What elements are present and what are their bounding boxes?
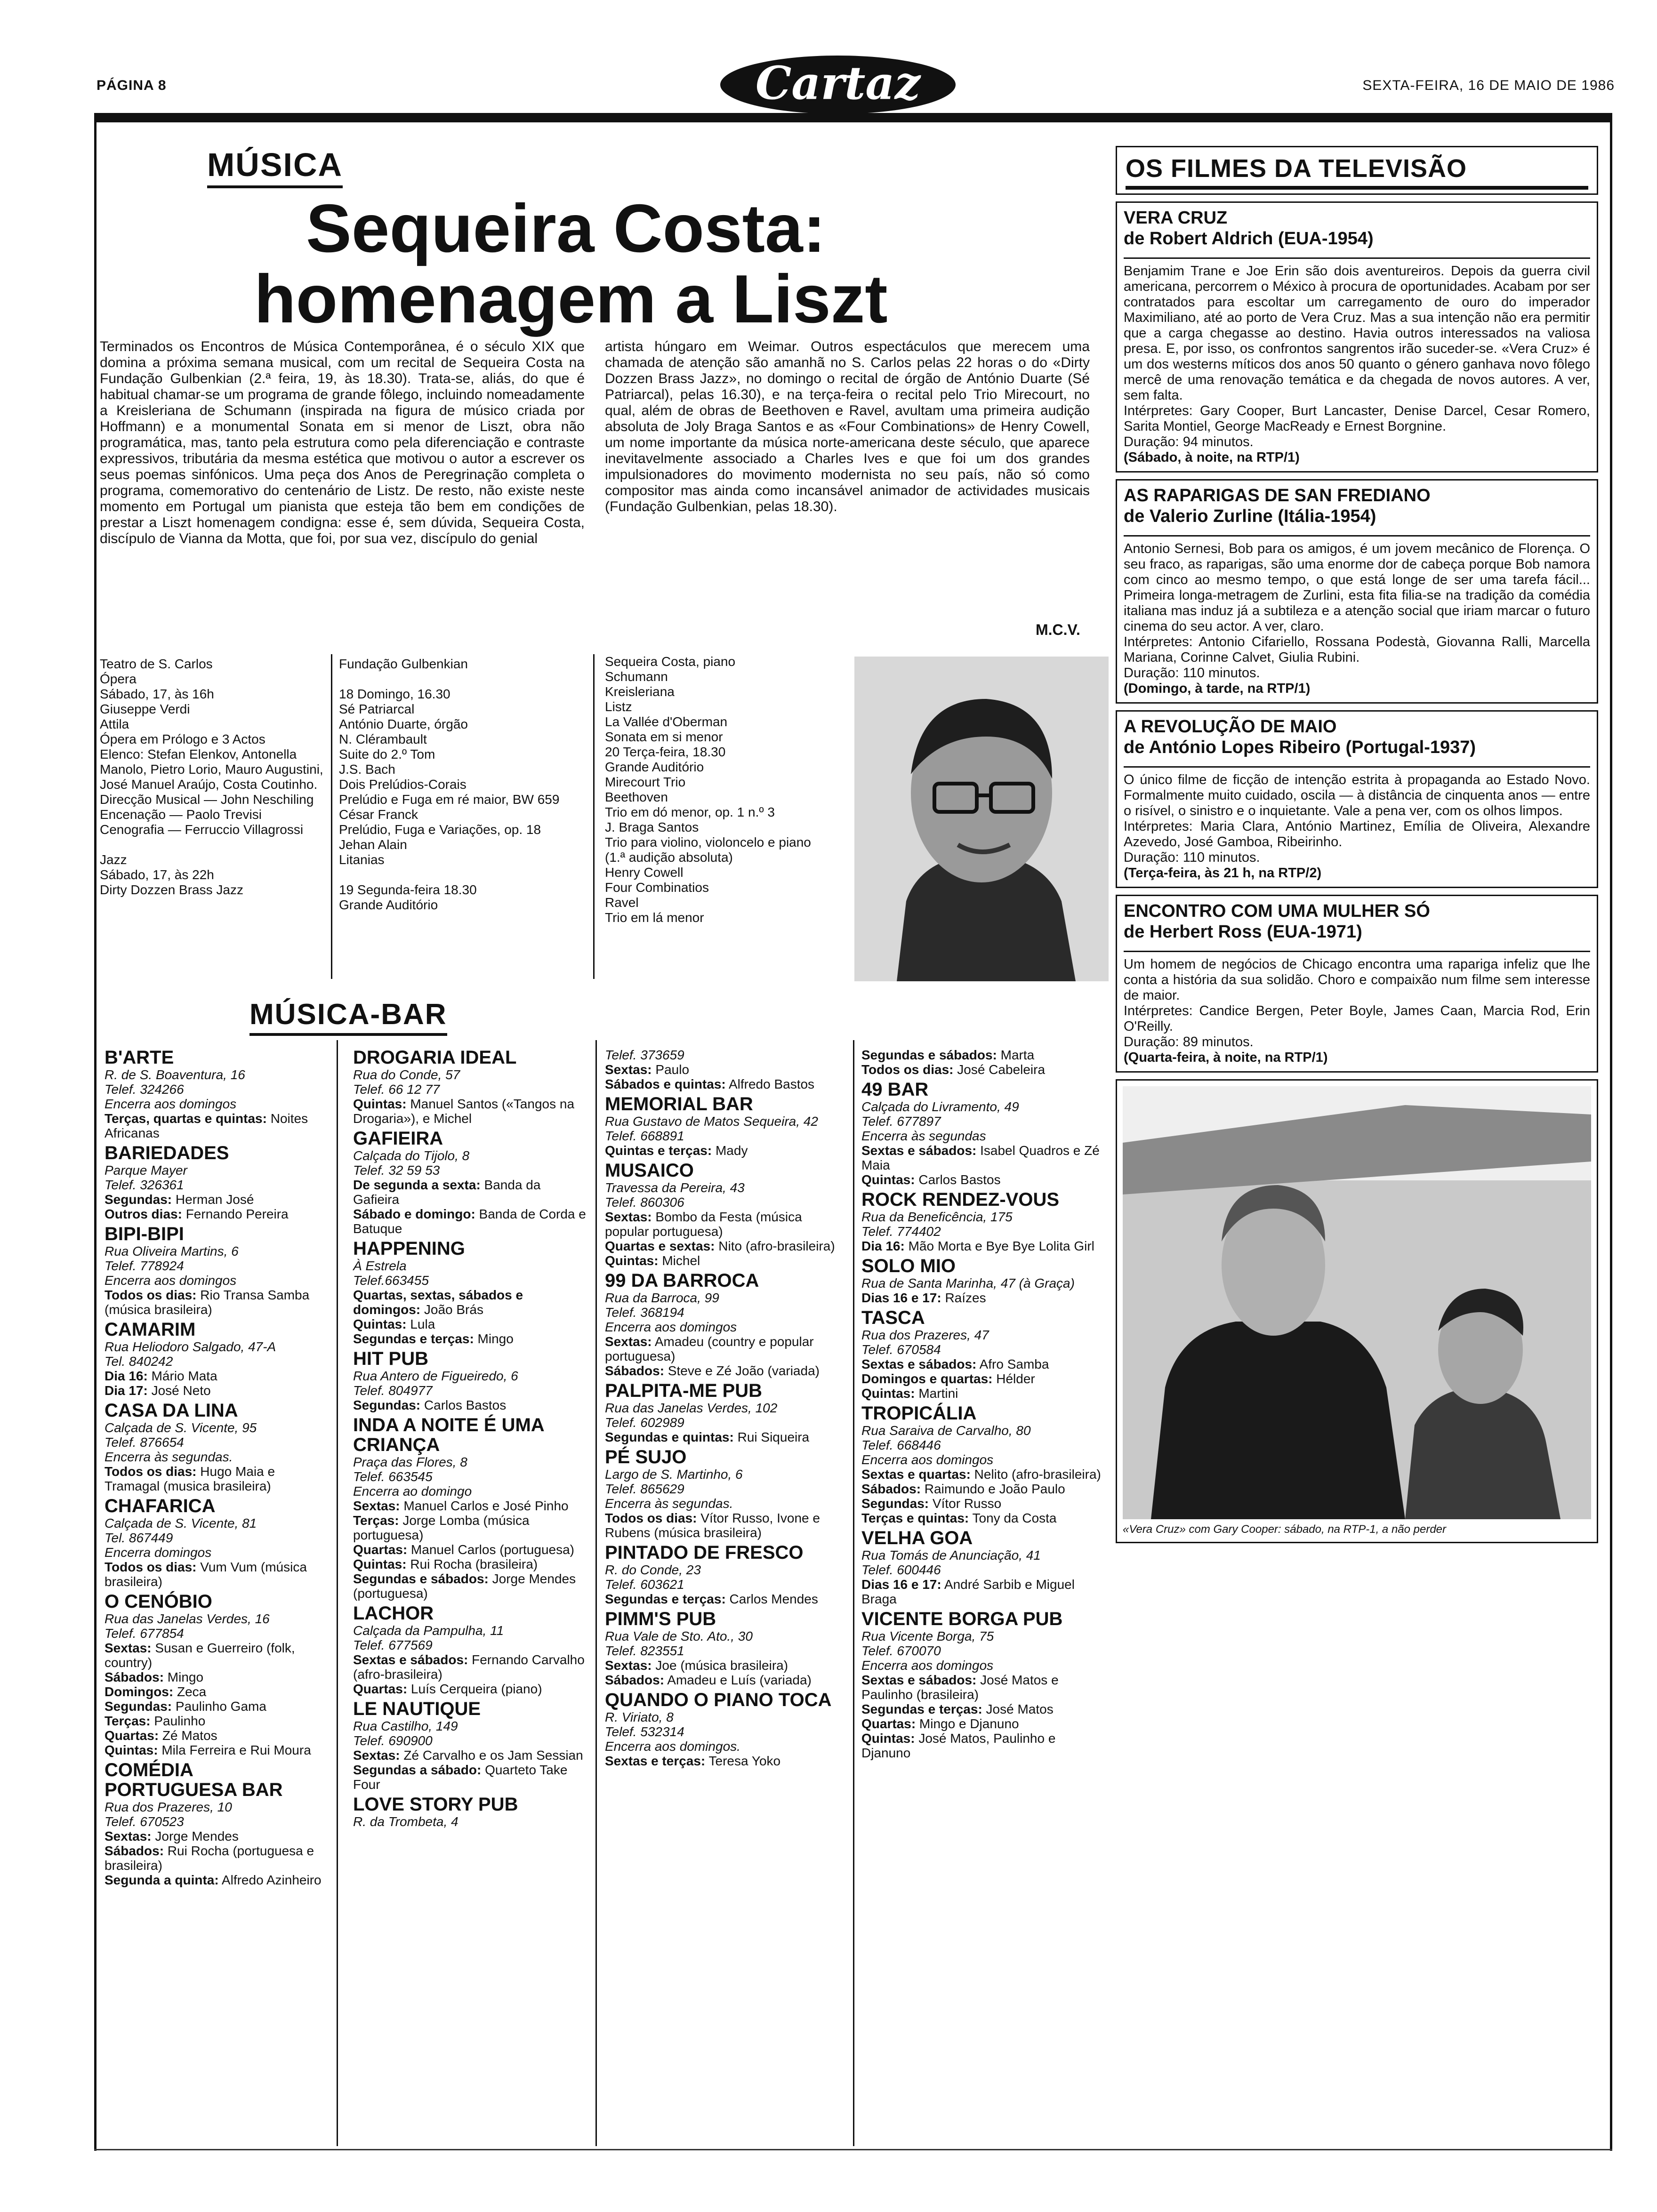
venue-phone: Telef. 668891 xyxy=(605,1129,684,1143)
col-rule xyxy=(595,1040,597,2146)
frame-bottom xyxy=(94,2149,1612,2150)
venue-schedule-line: Quintas: Manuel Santos («Tangos na Drogaria»), e Michel xyxy=(353,1097,575,1126)
venue-schedule-line: Quartas: Zé Matos xyxy=(105,1728,217,1743)
film-rule xyxy=(1124,535,1590,537)
article-signature: M.C.V. xyxy=(1036,621,1080,638)
venue-address: Rua Castilho, 149 xyxy=(353,1719,458,1733)
venue-listing xyxy=(605,1381,845,1444)
venue-phone: Telef. 865629 xyxy=(605,1482,684,1496)
venue-phone: Telef. 663545 xyxy=(353,1469,433,1484)
venue-address: Rua Tomás de Anunciação, 41 xyxy=(861,1548,1041,1563)
venue-schedule-line: Sábados: Amadeu e Luís (variada) xyxy=(605,1673,812,1687)
venue-listing xyxy=(105,1592,328,1757)
film-cast: Intérpretes: Gary Cooper, Burt Lancaster, Denise Darcel, Cesar Romero, Sarita Montiel, George MacReady e Ernest Borgnine. xyxy=(1124,403,1590,434)
film-title: VERA CRUZ xyxy=(1124,208,1228,228)
venue-address: Rua Gustavo de Matos Sequeira, 42 xyxy=(605,1114,818,1129)
venue-name: 49 BAR xyxy=(861,1079,929,1100)
venue-schedule-line: Quintas: Martini xyxy=(861,1386,958,1401)
article-title-line1: Sequeira Costa: xyxy=(306,190,826,266)
film-director: de Robert Aldrich (EUA-1954) xyxy=(1124,229,1374,248)
venue-schedule-line: Dia 17: José Neto xyxy=(105,1383,211,1398)
film-cast: Intérpretes: Antonio Cifariello, Rossana Podestà, Giovanna Ralli, Marcella Mariana, Corinne Calvet, Giulia Rubini. xyxy=(1124,634,1590,665)
venue-schedule-line: Terças, quartas e quintas: Noites Africanas xyxy=(105,1111,308,1140)
venue-phone: Telef. 324266 xyxy=(105,1082,184,1097)
venue-schedule-line: Domingos e quartas: Hélder xyxy=(861,1371,1035,1386)
venue-name: MEMORIAL BAR xyxy=(605,1094,753,1114)
venue-schedule-line: Encerra às segundas. xyxy=(605,1496,733,1511)
venue-schedule-line: Sextas e quartas: Nelito (afro-brasileira) xyxy=(861,1467,1101,1482)
venue-schedule-line: Todos os dias: Rio Transa Samba (música brasileira) xyxy=(105,1288,310,1317)
venue-listing xyxy=(861,1256,1106,1305)
venue-phone: Telef.663455 xyxy=(353,1273,429,1288)
venue-listing xyxy=(861,1080,1106,1187)
venue-name: MUSAICO xyxy=(605,1160,694,1181)
venue-schedule-line: Encerra aos domingos xyxy=(861,1658,994,1673)
venue-phone: Tel. 840242 xyxy=(105,1354,173,1369)
venue-schedule-line: Segundas e terças: Carlos Mendes xyxy=(605,1592,818,1606)
venue-phone: Telef. 670584 xyxy=(861,1342,941,1357)
venue-schedule-line: Quartas, sextas, sábados e domingos: João Brás xyxy=(353,1288,523,1317)
venue-phone: Telef. 876654 xyxy=(105,1435,184,1450)
film-schedule: (Domingo, à tarde, na RTP/1) xyxy=(1124,681,1311,696)
venue-address: Calçada da Pampulha, 11 xyxy=(353,1623,504,1638)
venue-listing xyxy=(605,1690,845,1768)
venue-schedule-line: De segunda a sexta: Banda da Gafieira xyxy=(353,1178,541,1207)
venue-name: COMÉDIA PORTUGUESA BAR xyxy=(105,1760,283,1800)
venue-name: PIMM'S PUB xyxy=(605,1609,716,1629)
venue-address: Rua Heliodoro Salgado, 47-A xyxy=(105,1339,276,1354)
venue-schedule-line: Sextas e terças: Teresa Yoko xyxy=(605,1754,781,1768)
film-director: de Valerio Zurline (Itália-1954) xyxy=(1124,506,1376,526)
venue-name: CAMARIM xyxy=(105,1319,196,1340)
venue-schedule-line: Outros dias: Fernando Pereira xyxy=(105,1207,289,1221)
venue-phone: Telef. 532314 xyxy=(605,1724,684,1739)
film-entry xyxy=(1116,479,1598,704)
venue-schedule-line: Segunda a quinta: Alfredo Azinheiro xyxy=(105,1873,322,1887)
venue-schedule-line: Encerra às segundas. xyxy=(105,1450,233,1464)
logo-text: Cartaz xyxy=(755,56,921,110)
venue-name: 99 DA BARROCA xyxy=(605,1270,759,1291)
film-synopsis: Antonio Sernesi, Bob para os amigos, é um jovem mecânico de Florença. O seu fraco, as raparigas, são uma enorme dor de cabeça porque Bob namora com cinco ao mesmo tempo, o que está longe de ser uma tarefa fácil... Primeira longa-metragem de Zurlini, esta fita filia-se na tradição da comédia italiana mas induz já a subtileza e a atenção social que iriam marcar o futuro cinema do seu actor. A ver, claro. xyxy=(1124,541,1590,634)
venue-schedule-line: Sextas e sábados: José Matos e Paulinho (brasileira) xyxy=(861,1673,1059,1702)
venue-name: GAFIEIRA xyxy=(353,1128,443,1149)
venue-name: CHAFARICA xyxy=(105,1496,216,1516)
venue-schedule-line: Segundas e sábados: Marta xyxy=(861,1048,1035,1062)
venue-schedule-line: Encerra aos domingos xyxy=(105,1097,237,1111)
venue-schedule-line: Sábados e quintas: Alfredo Bastos xyxy=(605,1077,815,1091)
venue-address: Rua da Barroca, 99 xyxy=(605,1290,719,1305)
venue-listing xyxy=(353,1129,588,1236)
venue-name: BARIEDADES xyxy=(105,1143,229,1163)
venue-listing xyxy=(861,1308,1106,1401)
venue-address: Rua do Conde, 57 xyxy=(353,1067,460,1082)
venue-schedule-line: Sábado e domingo: Banda de Corda e Batuque xyxy=(353,1207,586,1236)
article-column-2: artista húngaro em Weimar. Outros espectáculos que merecem uma chamada de atenção são amanhã no S. Carlos pelas 22 horas o do «Dirty Dozzen Brass Jazz», no domingo o recital de órgão de António Duarte (Sé Patriarcal), pelas 16.30), e na terça-feira o recital pelo Trio Mirecourt, no qual, além de obras de Beethoven e Ravel, avultam uma primeira audição absoluta de Joly Braga Santos e as «Four Combinations» de Henry Cowell, um nome importante da música norte-americana deste século, que aparece inevitavelmente associado a Charles Ives e que foi um dos grandes impulsionadores do movimento modernista no seu país, não só como compositor mas ainda como incansável animador de actividades musicais (Fundação Gulbenkian, pelas 18.30). xyxy=(605,339,1090,514)
film-title: AS RAPARIGAS DE SAN FREDIANO xyxy=(1124,486,1431,505)
venue-address: Calçada do Tijolo, 8 xyxy=(353,1148,470,1163)
film-duration: Duração: 94 minutos. xyxy=(1124,434,1254,449)
venue-address: Travessa da Pereira, 43 xyxy=(605,1180,745,1195)
venue-phone: Telef. 677569 xyxy=(353,1638,433,1652)
venue-schedule-line: Quartas: Manuel Carlos (portuguesa) xyxy=(353,1542,574,1557)
film-duration: Duração: 110 minutos. xyxy=(1124,850,1260,865)
musica-bar-column-3 xyxy=(605,1045,845,1768)
film-duration: Duração: 89 minutos. xyxy=(1124,1034,1254,1050)
venue-address: Rua Saraiva de Carvalho, 80 xyxy=(861,1423,1031,1438)
venue-name: ROCK RENDEZ-VOUS xyxy=(861,1189,1060,1210)
venue-schedule-line: Quintas: José Matos, Paulinho e Djanuno xyxy=(861,1731,1056,1760)
cartaz-logo xyxy=(716,28,960,118)
film-rule xyxy=(1124,951,1590,952)
venue-listing xyxy=(861,1190,1106,1253)
venue-listing xyxy=(353,1048,588,1126)
venue-schedule-line: Encerra aos domingos xyxy=(105,1273,237,1288)
film-director: de Herbert Ross (EUA-1971) xyxy=(1124,922,1362,942)
venue-phone: Telef. 668446 xyxy=(861,1438,941,1452)
film-title: A REVOLUÇÃO DE MAIO xyxy=(1124,717,1337,737)
venue-listing xyxy=(605,1094,845,1158)
venue-schedule-line: Sextas: Bombo da Festa (música popular portuguesa) xyxy=(605,1210,802,1239)
venue-schedule-line: Sextas: Joe (música brasileira) xyxy=(605,1658,788,1673)
vera-cruz-photo xyxy=(1123,1086,1591,1519)
venue-listing xyxy=(353,1349,588,1412)
venue-address: R. do Conde, 23 xyxy=(605,1563,701,1577)
film-still-box xyxy=(1116,1079,1598,1543)
venue-address: Rua Vicente Borga, 75 xyxy=(861,1629,994,1643)
page-number: PÁGINA 8 xyxy=(97,78,167,93)
venue-schedule-line: Sextas: Paulo xyxy=(605,1062,690,1077)
venue-name: DROGARIA IDEAL xyxy=(353,1047,517,1068)
sequeira-costa-photo xyxy=(854,657,1109,981)
venue-schedule-line: Terças: Paulinho xyxy=(105,1714,206,1728)
venue-name: HIT PUB xyxy=(353,1348,428,1369)
film-cast: Intérpretes: Candice Bergen, Peter Boyle, James Caan, Marcia Rod, Erin O'Reilly. xyxy=(1124,1003,1590,1034)
venue-schedule-line: Encerra aos domingos xyxy=(605,1320,737,1334)
venue-name: TASCA xyxy=(861,1307,925,1328)
venue-listing xyxy=(861,1609,1106,1760)
issue-date: SEXTA-FEIRA, 16 DE MAIO DE 1986 xyxy=(1362,78,1615,93)
venue-schedule-line: Quintas: Lula xyxy=(353,1317,435,1331)
venue-address: Rua dos Prazeres, 10 xyxy=(105,1800,232,1814)
venue-schedule-line: Quintas: Michel xyxy=(605,1253,700,1268)
venue-address: À Estrela xyxy=(353,1258,407,1273)
venue-listing xyxy=(105,1401,328,1493)
venue-listing xyxy=(105,1320,328,1398)
venue-schedule-line: Quartas: Luís Cerqueira (piano) xyxy=(353,1682,542,1696)
venue-schedule-line: Segundas e terças: José Matos xyxy=(861,1702,1054,1716)
venue-listing xyxy=(105,1224,328,1317)
venue-name: PÉ SUJO xyxy=(605,1447,687,1467)
venue-address: Praça das Flores, 8 xyxy=(353,1455,467,1469)
venue-schedule-line: Segundas a sábado: Quarteto Take Four xyxy=(353,1763,568,1792)
venue-schedule-line: Segundas: Carlos Bastos xyxy=(353,1398,507,1412)
venue-address: Largo de S. Martinho, 6 xyxy=(605,1467,743,1482)
photo-caption: «Vera Cruz» com Gary Cooper: sábado, na RTP-1, a não perder xyxy=(1123,1523,1447,1536)
venue-schedule-line: Sextas: Amadeu (country e popular portuguesa) xyxy=(605,1334,814,1363)
venue-phone: Telef. 677854 xyxy=(105,1626,184,1641)
venue-listing xyxy=(605,1048,845,1091)
venue-listing xyxy=(861,1048,1106,1077)
venue-schedule-line: Sextas e sábados: Afro Samba xyxy=(861,1357,1049,1371)
musica-bar-column-1 xyxy=(105,1045,328,1887)
venue-schedule-line: Sextas: Zé Carvalho e os Jam Sessian xyxy=(353,1748,583,1763)
venue-schedule-line: Sextas: Jorge Mendes xyxy=(105,1829,239,1843)
venue-address: Rua das Janelas Verdes, 16 xyxy=(105,1611,270,1626)
venue-phone: Telef. 774402 xyxy=(861,1224,941,1239)
venue-schedule-line: Segundas e sábados: Jorge Mendes (portuguesa) xyxy=(353,1571,576,1601)
venue-name: PINTADO DE FRESCO xyxy=(605,1542,804,1563)
listing-recital: Sequeira Costa, piano Schumann Kreisleriana Listz La Vallée d'Oberman Sonata em si menor 20 Terça-feira, 18.30 Grande Auditório Mirecourt Trio Beethoven Trio em dó menor, op. 1 n.º 3 J. Braga Santos Trio para violino, violoncelo e piano (1.ª audição absoluta) Henry Cowell Four Combinatios Ravel Trio em lá menor xyxy=(605,654,811,925)
film-schedule: (Quarta-feira, à noite, na RTP/1) xyxy=(1124,1050,1328,1065)
venue-schedule-line: Encerra domingos xyxy=(105,1545,212,1560)
venue-schedule-line: Sábados: Steve e Zé João (variada) xyxy=(605,1363,820,1378)
venue-name: TROPICÁLIA xyxy=(861,1403,977,1424)
venue-schedule-line: Segundas: Paulinho Gama xyxy=(105,1699,266,1714)
venue-listing xyxy=(605,1447,845,1540)
venue-schedule-line: Todos os dias: Vum Vum (música brasileira) xyxy=(105,1560,307,1589)
venue-address: Rua dos Prazeres, 47 xyxy=(861,1328,989,1342)
venue-phone: Telef. 804977 xyxy=(353,1383,433,1398)
venue-schedule-line: Todos os dias: Vítor Russo, Ivone e Rubens (música brasileira) xyxy=(605,1511,820,1540)
venue-schedule-line: Dias 16 e 17: André Sarbib e Miguel Braga xyxy=(861,1577,1075,1606)
venue-address: Calçada de S. Vicente, 81 xyxy=(105,1516,257,1531)
venue-address: Rua das Janelas Verdes, 102 xyxy=(605,1401,778,1415)
film-title: ENCONTRO COM UMA MULHER SÓ xyxy=(1124,901,1430,921)
venue-phone: Telef. 600446 xyxy=(861,1563,941,1577)
venue-schedule-line: Todos os dias: José Cabeleira xyxy=(861,1062,1046,1077)
venue-schedule-line: Sábados: Rui Rocha (portuguesa e brasileira) xyxy=(105,1843,314,1873)
film-cast: Intérpretes: Maria Clara, António Martinez, Emília de Oliveira, Alexandre Azevedo, José Gamboa, Ribeirinho. xyxy=(1124,819,1590,850)
venue-name: LACHOR xyxy=(353,1603,434,1624)
venue-schedule-line: Todos os dias: Hugo Maia e Tramagal (musica brasileira) xyxy=(105,1464,275,1493)
venue-listing xyxy=(605,1609,845,1687)
venue-listing xyxy=(105,1760,328,1887)
venue-listing xyxy=(353,1699,588,1792)
venue-phone: Tel. 867449 xyxy=(105,1531,173,1545)
venue-schedule-line: Dia 16: Mário Mata xyxy=(105,1369,217,1383)
venue-schedule-line: Sextas: Manuel Carlos e José Pinho xyxy=(353,1499,569,1513)
col-rule xyxy=(853,1040,854,2146)
film-duration: Duração: 110 minutos. xyxy=(1124,665,1260,681)
venue-address: R. da Trombeta, 4 xyxy=(353,1814,458,1829)
film-schedule: (Terça-feira, às 21 h, na RTP/2) xyxy=(1124,866,1322,881)
venue-name: VICENTE BORGA PUB xyxy=(861,1609,1063,1629)
venue-schedule-line: Dia 16: Mão Morta e Bye Bye Lolita Girl xyxy=(861,1239,1094,1253)
venue-phone: Telef. 66 12 77 xyxy=(353,1082,440,1097)
venue-address: R. Viriato, 8 xyxy=(605,1710,674,1724)
venue-phone: Telef. 778924 xyxy=(105,1258,184,1273)
venue-schedule-line: Segundas e terças: Mingo xyxy=(353,1331,514,1346)
tv-films-column xyxy=(1116,146,1598,1543)
col-rule xyxy=(331,654,332,979)
top-rule xyxy=(94,113,1612,122)
venue-schedule-line: Quartas: Mingo e Djanuno xyxy=(861,1716,1019,1731)
listing-sao-carlos: Teatro de S. Carlos Ópera Sábado, 17, às 16h Giuseppe Verdi Attila Ópera em Prólogo e 3 Actos Elenco: Stefan Elenkov, Antonella Manolo, Pietro Lorio, Mauro Augustini, José Manuel Araújo, Costa Coutinho. Direcção Musical — John Neschiling Encenação — Paolo Trevisi Cenografia — Ferruccio Villagrossi Jazz Sábado, 17, às 22h Dirty Dozzen Brass Jazz xyxy=(100,657,323,897)
frame-right xyxy=(1610,122,1612,2151)
section-musica: MÚSICA xyxy=(207,146,343,188)
venue-schedule-line: Sextas: Susan e Guerreiro (folk, country) xyxy=(105,1641,295,1670)
section-musica-bar: MÚSICA-BAR xyxy=(249,998,447,1036)
venue-listing xyxy=(861,1403,1106,1525)
venue-phone: Telef. 32 59 53 xyxy=(353,1163,440,1178)
musica-bar-column-4 xyxy=(861,1045,1106,1760)
venue-schedule-line: Sextas e sábados: Fernando Carvalho (afro-brasileira) xyxy=(353,1652,585,1682)
venue-schedule-line: Encerra aos domingos xyxy=(861,1452,994,1467)
col-rule xyxy=(337,1040,338,2146)
venue-name: INDA A NOITE É UMA CRIANÇA xyxy=(353,1415,544,1455)
venue-schedule-line: Dias 16 e 17: Raízes xyxy=(861,1290,986,1305)
venue-address: Rua Oliveira Martins, 6 xyxy=(105,1244,239,1258)
film-schedule: (Sábado, à noite, na RTP/1) xyxy=(1124,450,1300,465)
venue-schedule-line: Quartas e sextas: Nito (afro-brasileira) xyxy=(605,1239,835,1253)
film-rule xyxy=(1124,257,1590,259)
venue-schedule-line: Quintas: Mila Ferreira e Rui Moura xyxy=(105,1743,311,1757)
musica-bar-column-2 xyxy=(353,1045,588,1829)
venue-listing xyxy=(353,1239,588,1346)
venue-name: BIPI-BIPI xyxy=(105,1224,184,1244)
venue-name: HAPPENING xyxy=(353,1238,465,1259)
venue-name: LE NAUTIQUE xyxy=(353,1699,481,1719)
venue-schedule-line: Terças e quintas: Tony da Costa xyxy=(861,1511,1057,1525)
venue-name: SOLO MIO xyxy=(861,1256,956,1276)
venue-name: CASA DA LINA xyxy=(105,1400,238,1421)
film-synopsis: O único filme de ficção de intenção estrita à propaganda ao Estado Novo. Formalmente muito cuidado, oscila — à distância de cinquenta anos — entre o risível, o sinistro e o inquietante. Vale a pena ver, com os olhos limpos. xyxy=(1124,772,1590,818)
venue-schedule-line: Encerra ao domingo xyxy=(353,1484,472,1499)
venue-listing xyxy=(105,1496,328,1589)
film-synopsis: Um homem de negócios de Chicago encontra uma rapariga infeliz que lhe conta a história da sua solidão. Choro e compaixão num filme sem interesse de maior. xyxy=(1124,957,1590,1003)
venue-phone: Telef. 670070 xyxy=(861,1643,941,1658)
venue-schedule-line: Sextas e sábados: Isabel Quadros e Zé Maia xyxy=(861,1143,1100,1172)
venue-listing xyxy=(605,1543,845,1606)
venue-listing xyxy=(605,1271,845,1378)
venue-schedule-line: Quintas e terças: Mady xyxy=(605,1143,748,1158)
venue-listing xyxy=(353,1415,588,1601)
venue-schedule-line: Sábados: Raimundo e João Paulo xyxy=(861,1482,1065,1496)
listing-gulbenkian: Fundação Gulbenkian 18 Domingo, 16.30 Sé Patriarcal António Duarte, órgão N. Clérambault Suite do 2.º Tom J.S. Bach Dois Prelúdios-Corais Prelúdio e Fuga em ré maior, BW 659 César Franck Prelúdio, Fuga e Variações, op. 18 Jehan Alain Litanias 19 Segunda-feira 18.30 Grande Auditório xyxy=(339,657,560,912)
col-rule xyxy=(593,654,595,979)
film-synopsis: Benjamim Trane e Joe Erin são dois aventureiros. Depois da guerra civil americana, percorrem o México à procura de oportunidades. Acabam por ser contratados para escoltar um carregamento de ouro do imperador Maximiliano, até ao porto de Vera Cruz. Mas a sua intenção não era permitir que a carga chegasse ao destino. Havia outros interessados na valiosa presa. E, por isso, os confrontos sangrentos irão suceder-se. «Vera Cruz» é um dos westerns míticos dos anos 50 quanto o género ganhava novo fôlego mercê de uma renovação temática e da chegada de novos autores. A ver, sem falta. xyxy=(1124,264,1590,403)
article-title-line2: homenagem a Liszt xyxy=(254,261,888,337)
venue-listing xyxy=(105,1143,328,1221)
article-column-1: Terminados os Encontros de Música Contemporânea, é o século XIX que domina a próxima semana musical, com um recital de Sequeira Costa na Fundação Gulbenkian (2.ª feira, 19, às 18.30). Trata-se, aliás, do que é habitual chamar-se um programa de grande fôlego, incluindo nomeadamente a Kreisleriana de Schumann (inspirada na figura de músico criada por Hoffmann) e a monumental Sonata em si menor de Liszt, obra não programática, mas, tanto pela estrutura como pela diferenciação e contraste expressivos, tributária da mesma estética que motivou o autor a escrever os seus poemas sinfónicos. Uma peça dos Anos de Peregrinação completa o programa, comemorativo do centenário de Listz. De resto, não existe neste momento em Portugal um pianista que esteja tão bem em condições de prestar a Liszt homenagem condigna: esse é, sem dúvida, Sequeira Costa, discípulo de Vianna da Motta, que foi, por sua vez, discípulo do genial xyxy=(100,339,585,546)
venue-phone: Telef. 677897 xyxy=(861,1114,941,1129)
venue-schedule-line: Encerra aos domingos. xyxy=(605,1739,740,1754)
venue-phone: Telef. 326361 xyxy=(105,1178,184,1192)
venue-name: VELHA GOA xyxy=(861,1528,973,1548)
film-entry xyxy=(1116,895,1598,1073)
frame-left xyxy=(94,122,97,2151)
venue-listing xyxy=(105,1048,328,1140)
venue-phone: Telef. 603621 xyxy=(605,1577,684,1592)
venue-address: R. de S. Boaventura, 16 xyxy=(105,1067,245,1082)
venue-listing xyxy=(353,1603,588,1696)
venue-phone: Telef. 690900 xyxy=(353,1733,433,1748)
venue-schedule-line: Quintas: Carlos Bastos xyxy=(861,1172,1001,1187)
film-entry xyxy=(1116,201,1598,473)
film-director: de António Lopes Ribeiro (Portugal-1937) xyxy=(1124,737,1476,757)
venue-listing xyxy=(353,1795,588,1829)
film-entry xyxy=(1116,710,1598,888)
venue-schedule-line: Domingos: Zeca xyxy=(105,1684,207,1699)
venue-address: Rua da Beneficência, 175 xyxy=(861,1210,1013,1224)
venue-schedule-line: Encerra às segundas xyxy=(861,1129,986,1143)
venue-phone: Telef. 602989 xyxy=(605,1415,684,1430)
venue-address: Rua de Santa Marinha, 47 (à Graça) xyxy=(861,1276,1075,1290)
venue-name: LOVE STORY PUB xyxy=(353,1794,518,1815)
venue-name: PALPITA-ME PUB xyxy=(605,1380,763,1401)
venue-address: Calçada de S. Vicente, 95 xyxy=(105,1420,257,1435)
venue-phone: Telef. 373659 xyxy=(605,1048,684,1062)
venue-schedule-line: Quintas: Rui Rocha (brasileira) xyxy=(353,1557,538,1571)
venue-name: QUANDO O PIANO TOCA xyxy=(605,1690,832,1710)
venue-phone: Telef. 670523 xyxy=(105,1814,184,1829)
venue-schedule-line: Segundas e quintas: Rui Siqueira xyxy=(605,1430,810,1444)
venue-schedule-line: Segundas: Vítor Russo xyxy=(861,1496,1002,1511)
film-rule xyxy=(1124,766,1590,768)
venue-address: Calçada do Livramento, 49 xyxy=(861,1099,1019,1114)
venue-schedule-line: Segundas: Herman José xyxy=(105,1192,254,1207)
venue-phone: Telef. 860306 xyxy=(605,1195,684,1210)
venue-name: B'ARTE xyxy=(105,1047,174,1068)
venue-phone: Telef. 368194 xyxy=(605,1305,684,1320)
venue-listing xyxy=(861,1528,1106,1606)
venue-phone: Telef. 823551 xyxy=(605,1643,684,1658)
venue-schedule-line: Sábados: Mingo xyxy=(105,1670,204,1684)
venue-address: Rua Vale de Sto. Ato., 30 xyxy=(605,1629,753,1643)
venue-schedule-line: Terças: Jorge Lomba (música portuguesa) xyxy=(353,1513,530,1542)
tv-heading: OS FILMES DA TELEVISÃO xyxy=(1116,146,1598,195)
venue-address: Parque Mayer xyxy=(105,1163,187,1178)
venue-name: O CENÓBIO xyxy=(105,1591,212,1612)
venue-listing xyxy=(605,1161,845,1268)
venue-address: Rua Antero de Figueiredo, 6 xyxy=(353,1369,518,1383)
